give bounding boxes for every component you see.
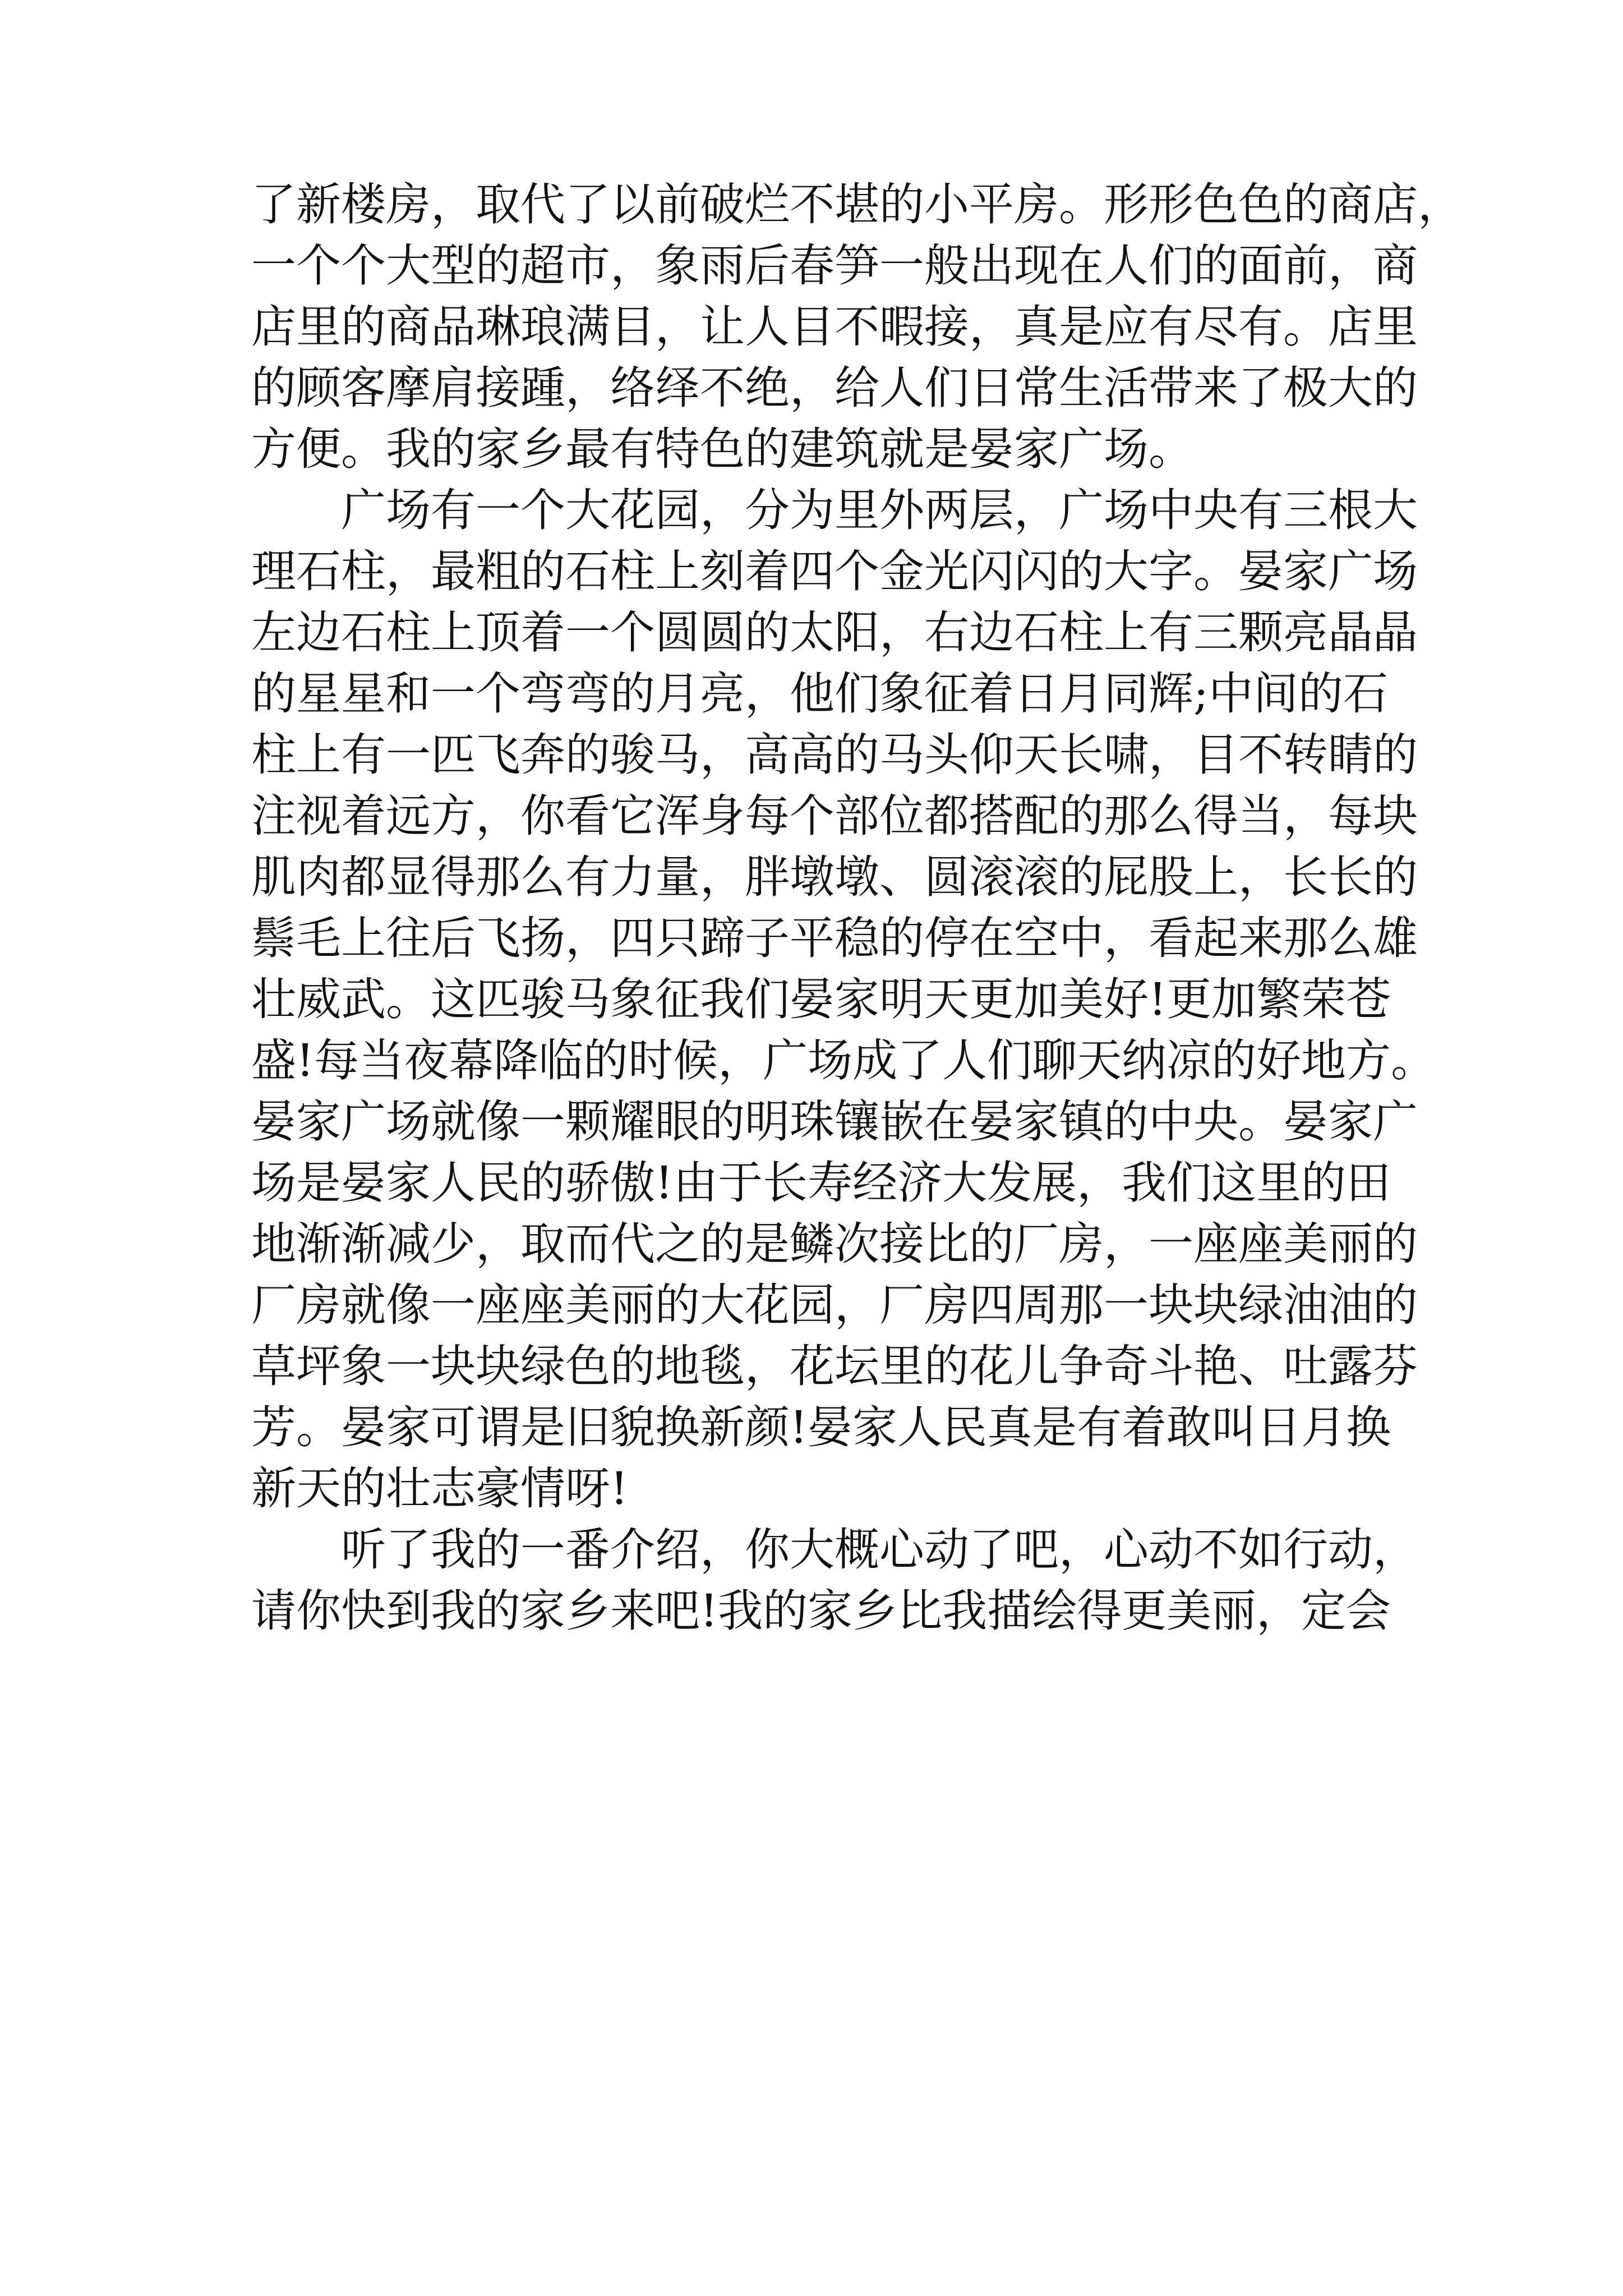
text-line: 盛!每当夜幕降临的时候，广场成了人们聊天纳凉的好地方。 bbox=[251, 1034, 1436, 1087]
paragraph-start-line: 广场有一个大花园，分为里外两层，广场中央有三根大 bbox=[251, 484, 1418, 536]
text-line: 晏家广场就像一颗耀眼的明珠镶嵌在晏家镇的中央。晏家广 bbox=[251, 1096, 1418, 1148]
text-line: 壮威武。这匹骏马象征我们晏家明天更加美好!更加繁荣苍 bbox=[251, 973, 1391, 1025]
text-line: 了新楼房，取代了以前破烂不堪的小平房。形形色色的商店， bbox=[251, 178, 1463, 231]
text-line: 厂房就像一座座美丽的大花园，厂房四周那一块块绿油油的 bbox=[251, 1279, 1418, 1331]
text-line: 柱上有一匹飞奔的骏马，高高的马头仰天长啸，目不转睛的 bbox=[251, 729, 1418, 781]
text-line: 请你快到我的家乡来吧!我的家乡比我描绘得更美丽，定会 bbox=[251, 1585, 1391, 1637]
text-line: 理石柱，最粗的石柱上刻着四个金光闪闪的大字。晏家广场 bbox=[251, 545, 1418, 597]
text-line: 方便。我的家乡最有特色的建筑就是晏家广场。 bbox=[251, 423, 1193, 475]
text-line: 新天的壮志豪情呀! bbox=[251, 1462, 629, 1515]
text-line: 肌肉都显得那么有力量，胖墩墩、圆滚滚的屁股上，长长的 bbox=[251, 851, 1418, 903]
text-line: 芳。晏家可谓是旧貌换新颜!晏家人民真是有着敢叫日月换 bbox=[251, 1401, 1391, 1453]
text-line: 一个个大型的超市，象雨后春笋一般出现在人们的面前，商 bbox=[251, 240, 1418, 292]
text-line: 注视着远方，你看它浑身每个部位都搭配的那么得当，每块 bbox=[251, 790, 1418, 842]
text-line: 鬃毛上往后飞扬，四只蹄子平稳的停在空中，看起来那么雄 bbox=[251, 912, 1418, 964]
text-line: 草坪象一块块绿色的地毯，花坛里的花儿争奇斗艳、吐露芬 bbox=[251, 1340, 1418, 1392]
text-line: 店里的商品琳琅满目，让人目不暇接，真是应有尽有。店里 bbox=[251, 301, 1418, 353]
text-line: 的星星和一个弯弯的月亮，他们象征着日月同辉;中间的石 bbox=[251, 668, 1388, 720]
body-text bbox=[251, 174, 1463, 1641]
text-line: 左边石柱上顶着一个圆圆的太阳，右边石柱上有三颗亮晶晶 bbox=[251, 606, 1418, 659]
text-line: 场是晏家人民的骄傲!由于长寿经济大发展，我们这里的田 bbox=[251, 1157, 1391, 1209]
text-line: 地渐渐减少，取而代之的是鳞次接比的厂房，一座座美丽的 bbox=[251, 1218, 1418, 1270]
paragraph-start-line: 听了我的一番介绍，你大概心动了吧，心动不如行动， bbox=[251, 1524, 1418, 1576]
text-line: 的顾客摩肩接踵，络绎不绝，给人们日常生活带来了极大的 bbox=[251, 362, 1418, 414]
